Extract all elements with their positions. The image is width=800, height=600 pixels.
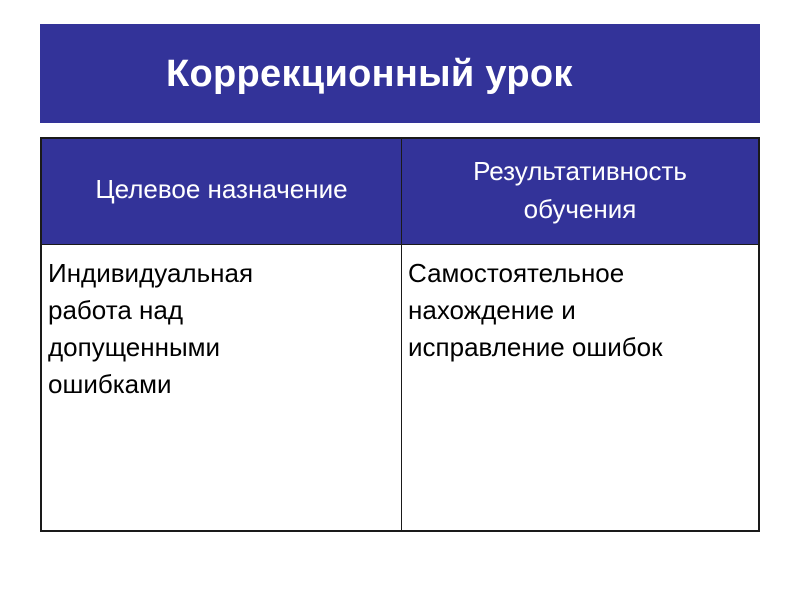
cell-purpose-line-4: ошибками (48, 369, 172, 399)
cell-effectiveness-line-1: Самостоятельное (408, 258, 625, 288)
header-cell-purpose (42, 139, 401, 244)
cell-effectiveness-line-2: нахождение и (408, 295, 576, 325)
cell-purpose-line-2: работа над (48, 295, 183, 325)
cell-effectiveness-line-3: исправление ошибок (408, 332, 663, 362)
header-effectiveness-line-2: обучения (523, 193, 637, 224)
header-cell-effectiveness (402, 139, 758, 244)
table-cell-purpose (42, 245, 401, 403)
table-cell-effectiveness (402, 245, 758, 366)
slide-title: Коррекционный урок (166, 53, 573, 95)
lesson-table (40, 137, 760, 532)
header-effectiveness-line-1: Результативность (473, 155, 687, 186)
header-purpose-line-1: Целевое назначение (95, 173, 348, 204)
cell-purpose-line-3: допущенными (48, 332, 221, 362)
title-banner (40, 24, 760, 123)
cell-purpose-line-1: Индивидуальная (48, 258, 254, 288)
